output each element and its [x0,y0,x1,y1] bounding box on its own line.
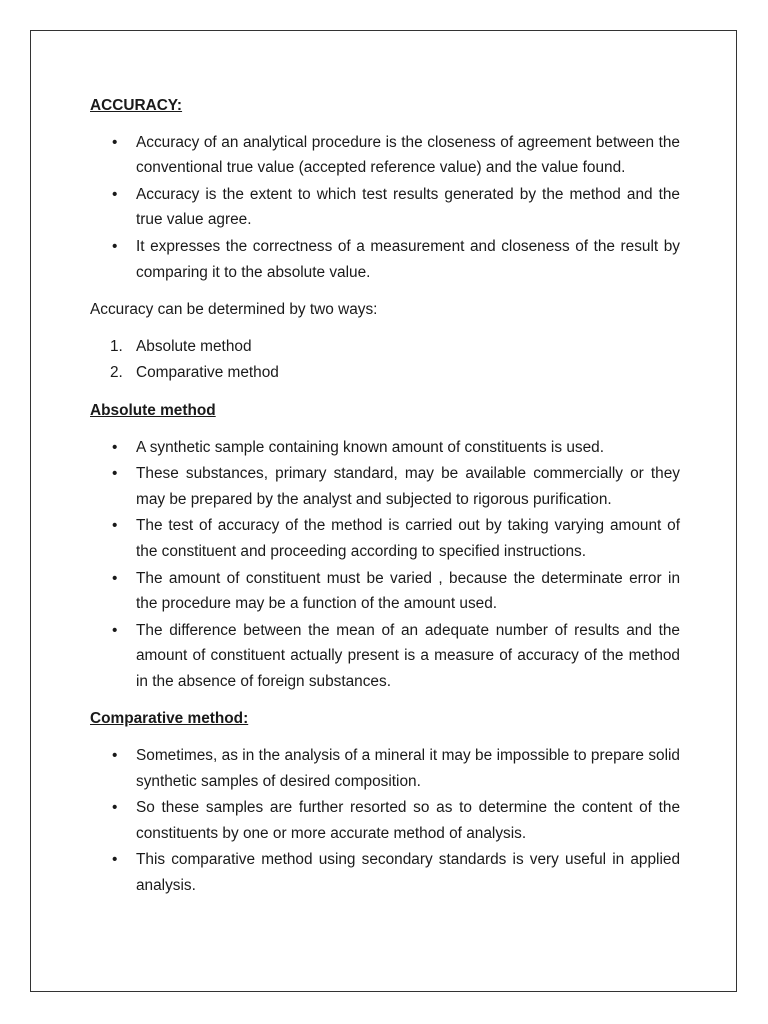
list-item: • A synthetic sample containing known amount of constituents is used. [90,435,680,461]
list-item: 1. Absolute method [110,337,252,355]
document-content [90,93,680,900]
document-page [30,30,737,992]
bullet-icon: • [112,517,118,535]
bullet-icon: • [112,133,118,151]
bullet-icon: • [112,465,118,483]
accuracy-bullet-list [90,130,680,286]
accuracy-intro: Accuracy can be determined by two ways: [90,301,378,319]
list-item: • Accuracy of an analytical procedure is the closeness of agreement between the conventional true value (accepted reference value) and the value found. [90,130,680,181]
bullet-icon: • [112,851,118,869]
bullet-icon: • [112,237,118,255]
heading-accuracy: ACCURACY: [90,97,183,114]
list-item: • The difference between the mean of an adequate number of results and the amount of constituent actually present is a measure of accuracy of the method in the absence of foreign substances. [90,618,680,695]
list-item: • Sometimes, as in the analysis of a mineral it may be impossible to prepare solid synthetic samples of desired composition. [90,743,680,794]
bullet-icon: • [112,569,118,587]
bullet-icon: • [112,185,118,203]
methods-numbered-list [90,334,680,386]
heading-comparative-method: Comparative method: [90,710,249,728]
bullet-icon: • [112,621,118,639]
list-item: • These substances, primary standard, may be available commercially or they may be prepared by the analyst and subjected to rigorous purification. [90,461,680,512]
list-item: • So these samples are further resorted so as to determine the content of the constituents by one or more accurate method of analysis. [90,795,680,846]
comparative-bullet-list [90,743,680,899]
bullet-icon: • [112,438,118,456]
absolute-bullet-list [90,435,680,695]
list-item: 2. Comparative method [110,364,279,382]
list-item: • The test of accuracy of the method is carried out by taking varying amount of the constituent and proceeding according to specified instructions. [90,513,680,564]
bullet-icon: • [112,799,118,817]
list-item: • This comparative method using secondary standards is very useful in applied analysis. [90,847,680,898]
list-item: • It expresses the correctness of a measurement and closeness of the result by comparing it to the absolute value. [90,234,680,285]
heading-absolute-method: Absolute method [90,401,216,419]
list-item: • The amount of constituent must be varied , because the determinate error in the procedure may be a function of the amount used. [90,566,680,617]
list-item: • Accuracy is the extent to which test results generated by the method and the true value agree. [90,182,680,233]
bullet-icon: • [112,747,118,765]
